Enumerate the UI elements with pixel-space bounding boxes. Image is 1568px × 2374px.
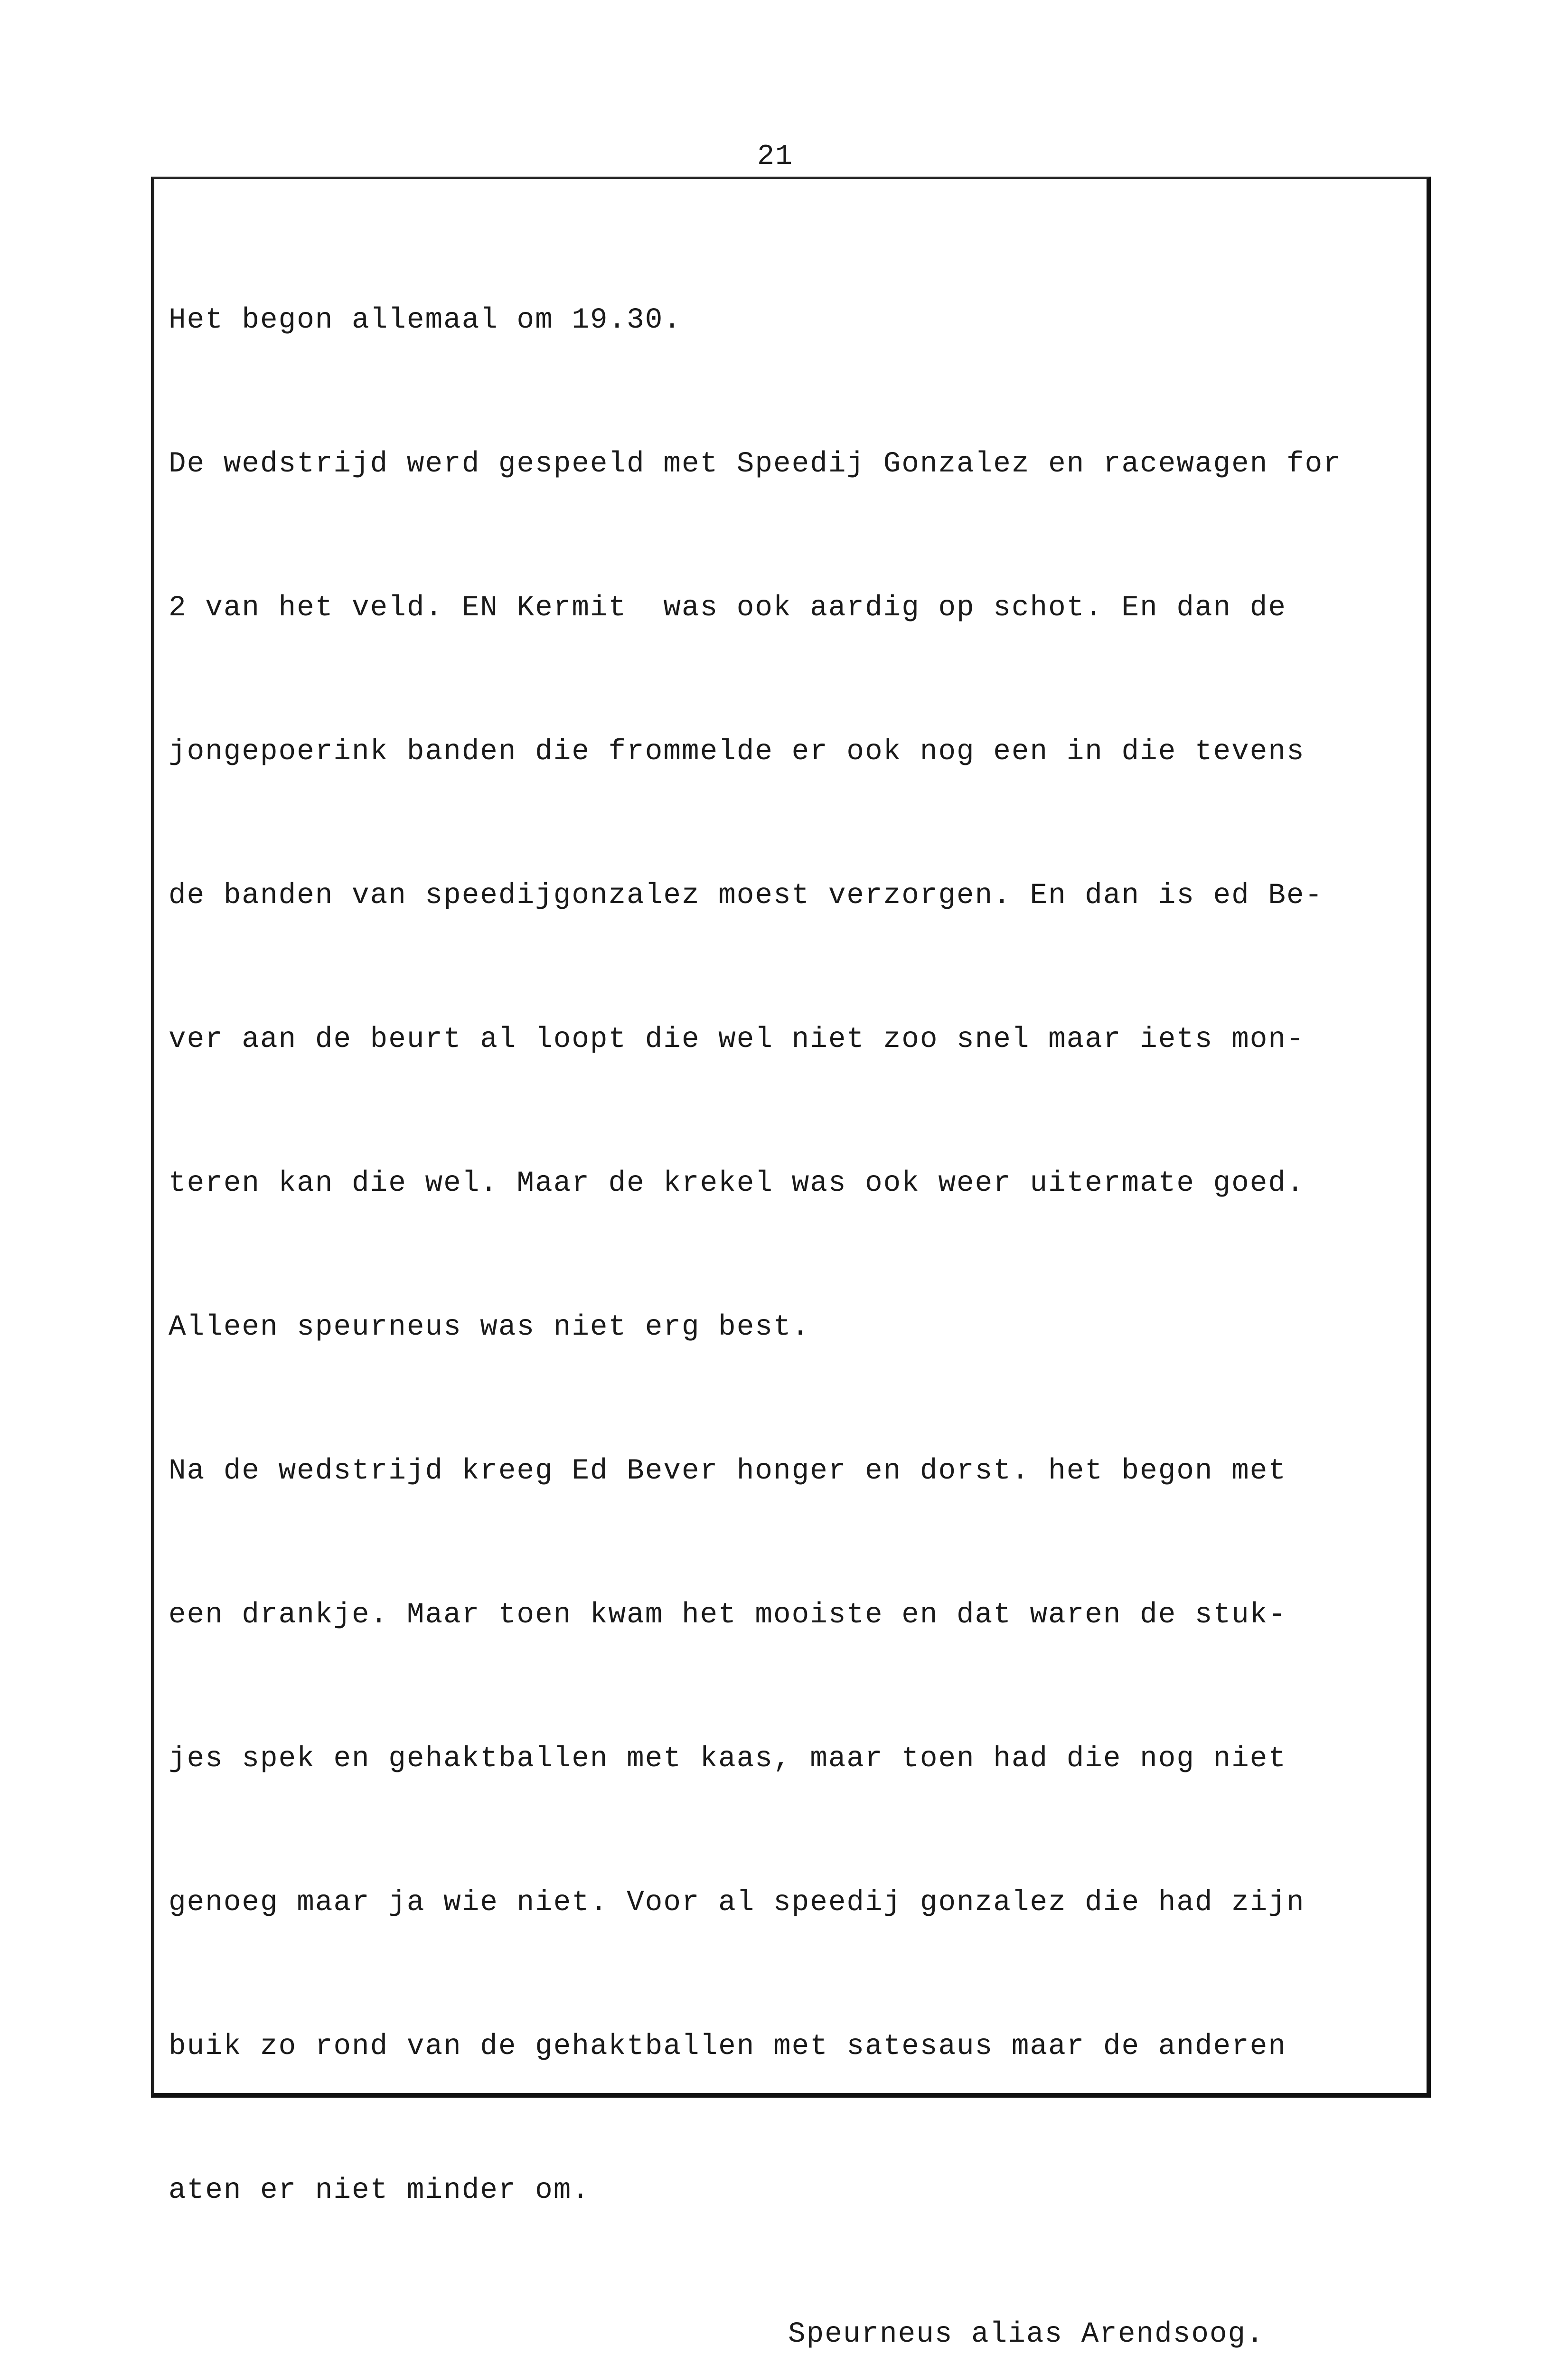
page-number: 21 — [757, 141, 794, 173]
report1-line: aten er niet minder om. — [169, 2174, 590, 2207]
report1-line: De wedstrijd werd gespeeld met Speedij Gonzalez en racewagen for — [169, 448, 1342, 480]
report1-line: buik zo rond van de gehaktballen met satesaus maar de anderen — [169, 2030, 1286, 2063]
report1-line: ver aan de beurt al loopt die wel niet zoo snel maar iets mon- — [169, 1023, 1305, 1056]
report1-line: genoeg maar ja wie niet. Voor al speedij gonzalez die had zijn — [169, 1886, 1305, 1919]
report1-line: jongepoerink banden die frommelde er ook nog een in die tevens — [169, 735, 1305, 768]
typed-report-body — [169, 200, 1422, 2374]
report1-signature: Speurneus alias Arendsoog. — [788, 2318, 1265, 2351]
report1-line: Het begon allemaal om 19.30. — [169, 304, 682, 337]
report1-line: teren kan die wel. Maar de krekel was ook weer uitermate goed. — [169, 1167, 1305, 1200]
report1-line: 2 van het veld. EN Kermit was ook aardig op schot. En dan de — [169, 592, 1286, 624]
report1-line: Na de wedstrijd kreeg Ed Bever honger en dorst. het begon met — [169, 1455, 1286, 1488]
report1-line: Alleen speurneus was niet erg best. — [169, 1311, 810, 1344]
report1-line: jes spek en gehaktballen met kaas, maar toen had die nog niet — [169, 1743, 1286, 1775]
report1-line: de banden van speedijgonzalez moest verzorgen. En dan is ed Be- — [169, 879, 1324, 912]
report1-line: een drankje. Maar toen kwam het mooiste en dat waren de stuk- — [169, 1599, 1286, 1631]
